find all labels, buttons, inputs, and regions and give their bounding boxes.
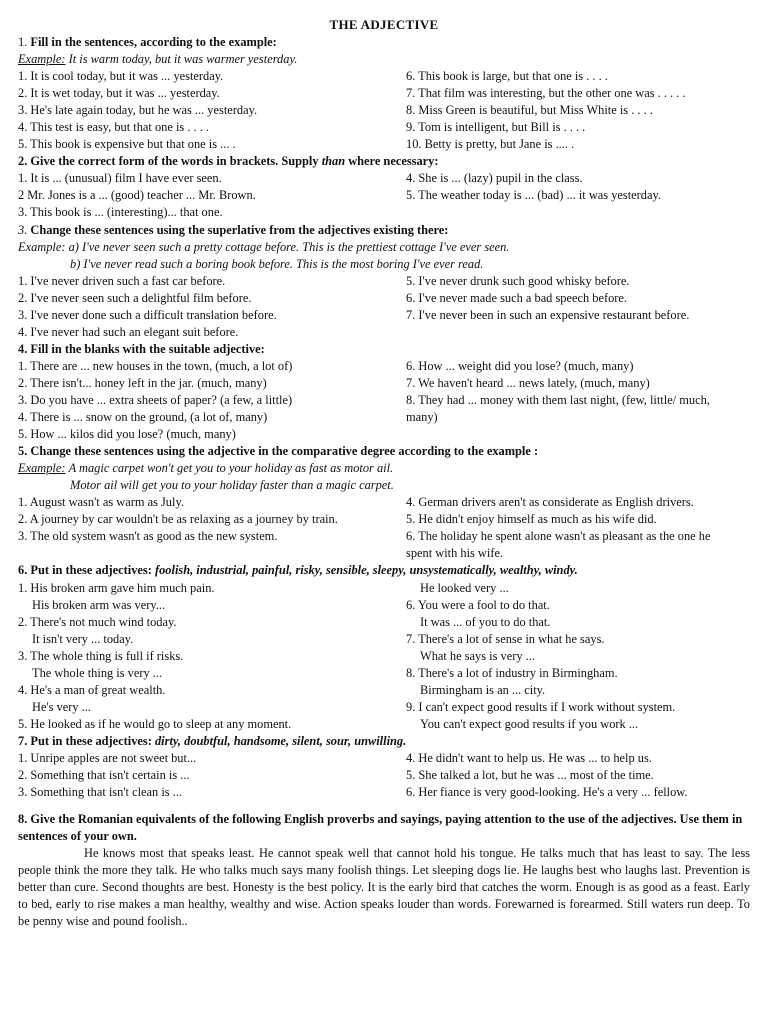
- exercise-item: 8. They had ... money with them last night, (few, little/ much, many): [406, 392, 710, 425]
- section-4-columns: [18, 358, 750, 443]
- section-2-columns: [18, 170, 750, 204]
- exercise-item: 4. This test is easy, but that one is . . . .: [18, 120, 210, 135]
- section-3-heading-text: Change these sentences using the superlative from the adjectives existing there:: [30, 222, 449, 237]
- exercise-item: 6. The holiday he spent alone wasn't as pleasant as the one he spent with his wife.: [406, 529, 711, 561]
- section-4-right-column: [406, 358, 750, 443]
- section-7-left-column: [18, 750, 406, 801]
- section-5: [18, 443, 750, 562]
- section-3-number: 3.: [18, 222, 28, 237]
- exercise-item: 5. He looked as if he would go to sleep at any moment.: [18, 716, 292, 731]
- section-6-adjective-list: foolish, industrial, painful, risky, sensible, sleepy, unsystematically, wealthy, windy.: [154, 563, 578, 578]
- exercise-item: 6. I've never made such a bad speech before.: [406, 290, 628, 305]
- section-2-right-column: [406, 170, 750, 204]
- section-5-example-b: Motor ail will get you to your holiday faster than a magic carpet.: [70, 478, 394, 493]
- section-7: [18, 733, 750, 801]
- exercise-item: 5. I've never drunk such good whisky before.: [406, 273, 630, 288]
- exercise-item: 2 Mr. Jones is a ... (good) teacher ... Mr. Brown.: [18, 188, 256, 203]
- exercise-item: 4. There is ... snow on the ground, (a lot of, many): [18, 410, 268, 425]
- exercise-item: 3. He's late again today, but he was ... yesterday.: [18, 103, 258, 118]
- section-2-heading-than: than: [321, 154, 346, 169]
- exercise-item: 6. This book is large, but that one is . . . .: [406, 69, 608, 84]
- section-1-heading-text: Fill in the sentences, according to the example:: [30, 35, 277, 49]
- section-6-left-column: [18, 580, 406, 733]
- section-1-heading: [18, 34, 750, 51]
- section-8: [18, 811, 750, 930]
- exercise-item: 10. Betty is pretty, but Jane is .... .: [406, 137, 575, 152]
- section-2-heading-text: Give the correct form of the words in brackets. Supply: [30, 154, 319, 169]
- exercise-item: 4. I've never had such an elegant suit before.: [18, 324, 239, 339]
- section-6-heading-text: 6. Put in these adjectives:: [18, 563, 152, 578]
- exercise-item: 2. Something that isn't certain is ...: [18, 768, 190, 783]
- section-2-heading: [18, 153, 750, 170]
- section-3-example-b: b) I've never read such a boring book before. This is the most boring I've ever read.: [70, 256, 484, 271]
- exercise-item: 3. I've never done such a difficult translation before.: [18, 307, 277, 322]
- section-1-left-column: [18, 68, 406, 153]
- example-text: It is warm today, but it was warmer yesterday.: [68, 52, 298, 67]
- section-1: [18, 34, 750, 153]
- section-1-number: 1.: [18, 35, 28, 49]
- exercise-item: 5. This book is expensive but that one is ... .: [18, 137, 236, 152]
- example-label: Example:: [18, 461, 66, 476]
- section-8-heading: 8. Give the Romanian equivalents of the following English proverbs and sayings, paying attention to the use of the adjectives. Use them in sentences of your own.: [18, 812, 743, 844]
- section-6-columns: [18, 580, 750, 733]
- section-3-heading: [18, 222, 750, 239]
- exercise-item: 5. How ... kilos did you lose? (much, many): [18, 427, 236, 442]
- section-1-example: [18, 51, 750, 68]
- exercise-item: 8. There's a lot of industry in Birmingham.: [406, 665, 618, 680]
- exercise-answer-line: What he says is very ...: [420, 648, 535, 663]
- section-2-heading-text-end: where necessary:: [348, 154, 439, 169]
- section-7-right-column: [406, 750, 750, 801]
- exercise-item: 7. We haven't heard ... news lately, (much, many): [406, 375, 650, 390]
- exercise-answer-line: The whole thing is very ...: [32, 665, 163, 680]
- exercise-item: 5. The weather today is ... (bad) ... it was yesterday.: [406, 188, 661, 203]
- exercise-item: 1. It is ... (unusual) film I have ever seen.: [18, 171, 222, 186]
- exercise-answer-line: His broken arm was very...: [32, 597, 166, 612]
- section-3-right-column: [406, 273, 750, 341]
- exercise-item: 2. A journey by car wouldn't be as relaxing as a journey by train.: [18, 512, 338, 527]
- section-6: [18, 562, 750, 732]
- exercise-answer-line: Birmingham is an ... city.: [420, 682, 546, 697]
- exercise-item: 4. He's a man of great wealth.: [18, 682, 166, 697]
- section-4: [18, 341, 750, 443]
- exercise-item: 5. He didn't enjoy himself as much as his wife did.: [406, 512, 657, 527]
- exercise-item: 2. There's not much wind today.: [18, 614, 177, 629]
- exercise-item: 3. The old system wasn't as good as the new system.: [18, 529, 278, 544]
- exercise-item: 7. There's a lot of sense in what he says.: [406, 631, 605, 646]
- section-4-left-column: [18, 358, 406, 443]
- section-5-heading: 5. Change these sentences using the adjective in the comparative degree according to the example :: [18, 444, 539, 459]
- exercise-item: 1. There are ... new houses in the town, (much, a lot of): [18, 358, 293, 373]
- exercise-item: 2. I've never seen such a delightful film before.: [18, 290, 252, 305]
- section-7-adjective-list: dirty, doubtful, handsome, silent, sour, unwilling.: [154, 733, 407, 748]
- exercise-item: 6. Her fiance is very good-looking. He's a very ... fellow.: [406, 785, 688, 800]
- section-1-columns: [18, 68, 750, 153]
- section-4-heading: 4. Fill in the blanks with the suitable adjective:: [18, 341, 265, 356]
- exercise-item: 5. She talked a lot, but he was ... most of the time.: [406, 768, 654, 783]
- section-7-heading: [18, 733, 750, 750]
- exercise-item: 3. Do you have ... extra sheets of paper? (a few, a little): [18, 392, 293, 407]
- section-1-right-column: [406, 68, 750, 153]
- exercise-item: 6. How ... weight did you lose? (much, many): [406, 358, 634, 373]
- exercise-item: 2. It is wet today, but it was ... yesterday.: [18, 86, 220, 101]
- section-3-columns: [18, 273, 750, 341]
- exercise-item: 1. Unripe apples are not sweet but...: [18, 750, 197, 765]
- exercise-item: 7. That film was interesting, but the other one was . . . . .: [406, 86, 686, 101]
- proverbs-paragraph: He knows most that speaks least. He cannot speak well that cannot hold his tongue. He talks much that has least to say. The less people think the more they talk. He who talks much says many foolish things. Let sleeping dogs lie. He laughs best who laughs last. Prevention is better than cure. Second thoughts are best. Honesty is the best policy. It is the early bird that catches the worm. Enough is as good as a feast. Early to bed, early to rise makes a man healthy, wealthy and wise. Action speaks louder than words. Forewarned is forearmed. Still waters run deep. To be penny wise and pound foolish..: [18, 846, 750, 929]
- section-5-left-column: [18, 494, 406, 562]
- exercise-item: 1. It is cool today, but it was ... yesterday.: [18, 69, 224, 84]
- exercise-item: 9. I can't expect good results if I work without system.: [406, 699, 676, 714]
- page-title: THE ADJECTIVE: [329, 17, 439, 32]
- section-5-right-column: [406, 494, 750, 562]
- exercise-item: 4. He didn't want to help us. He was ... to help us.: [406, 750, 652, 765]
- exercise-item: 3. This book is ... (interesting)... that one.: [18, 205, 223, 220]
- exercise-answer-line: He's very ...: [32, 699, 92, 714]
- exercise-answer-line: It was ... of you to do that.: [420, 614, 551, 629]
- exercise-item: 2. There isn't... honey left in the jar. (much, many): [18, 375, 267, 390]
- exercise-item: 6. You were a fool to do that.: [406, 597, 550, 612]
- section-6-heading: [18, 562, 750, 579]
- section-3-left-column: [18, 273, 406, 341]
- exercise-item: 1. His broken arm gave him much pain.: [18, 580, 215, 595]
- section-spacer: [18, 801, 750, 811]
- section-7-columns: [18, 750, 750, 801]
- section-3-example-a: Example: a) I've never seen such a pretty cottage before. This is the prettiest cottage I've ever seen.: [18, 239, 510, 254]
- exercise-item: 4. She is ... (lazy) pupil in the class.: [406, 171, 583, 186]
- section-6-right-column: [406, 580, 750, 733]
- section-2-number: 2.: [18, 154, 28, 169]
- exercise-item: 3. Something that isn't clean is ...: [18, 785, 182, 800]
- exercise-item: 1. August wasn't as warm as July.: [18, 495, 184, 510]
- exercise-item: 9. Tom is intelligent, but Bill is . . . .: [406, 120, 586, 135]
- exercise-answer-line: He looked very ...: [420, 580, 509, 595]
- exercise-item: 7. I've never been in such an expensive restaurant before.: [406, 307, 690, 322]
- section-3: [18, 222, 750, 341]
- section-7-heading-text: 7. Put in these adjectives:: [18, 733, 152, 748]
- exercise-item: 8. Miss Green is beautiful, but Miss White is . . . .: [406, 103, 653, 118]
- example-label: Example:: [18, 52, 66, 67]
- section-2-left-column: [18, 170, 406, 204]
- section-5-columns: [18, 494, 750, 562]
- section-5-example: [18, 460, 750, 477]
- section-2: [18, 153, 750, 221]
- exercise-answer-line: It isn't very ... today.: [32, 631, 134, 646]
- example-text: A magic carpet won't get you to your holiday as fast as motor ail.: [68, 461, 394, 476]
- exercise-item: 1. I've never driven such a fast car before.: [18, 273, 226, 288]
- exercise-answer-line: You can't expect good results if you work ...: [420, 716, 639, 731]
- exercise-item: 4. German drivers aren't as considerate as English drivers.: [406, 495, 694, 510]
- exercise-item: 3. The whole thing is full if risks.: [18, 648, 184, 663]
